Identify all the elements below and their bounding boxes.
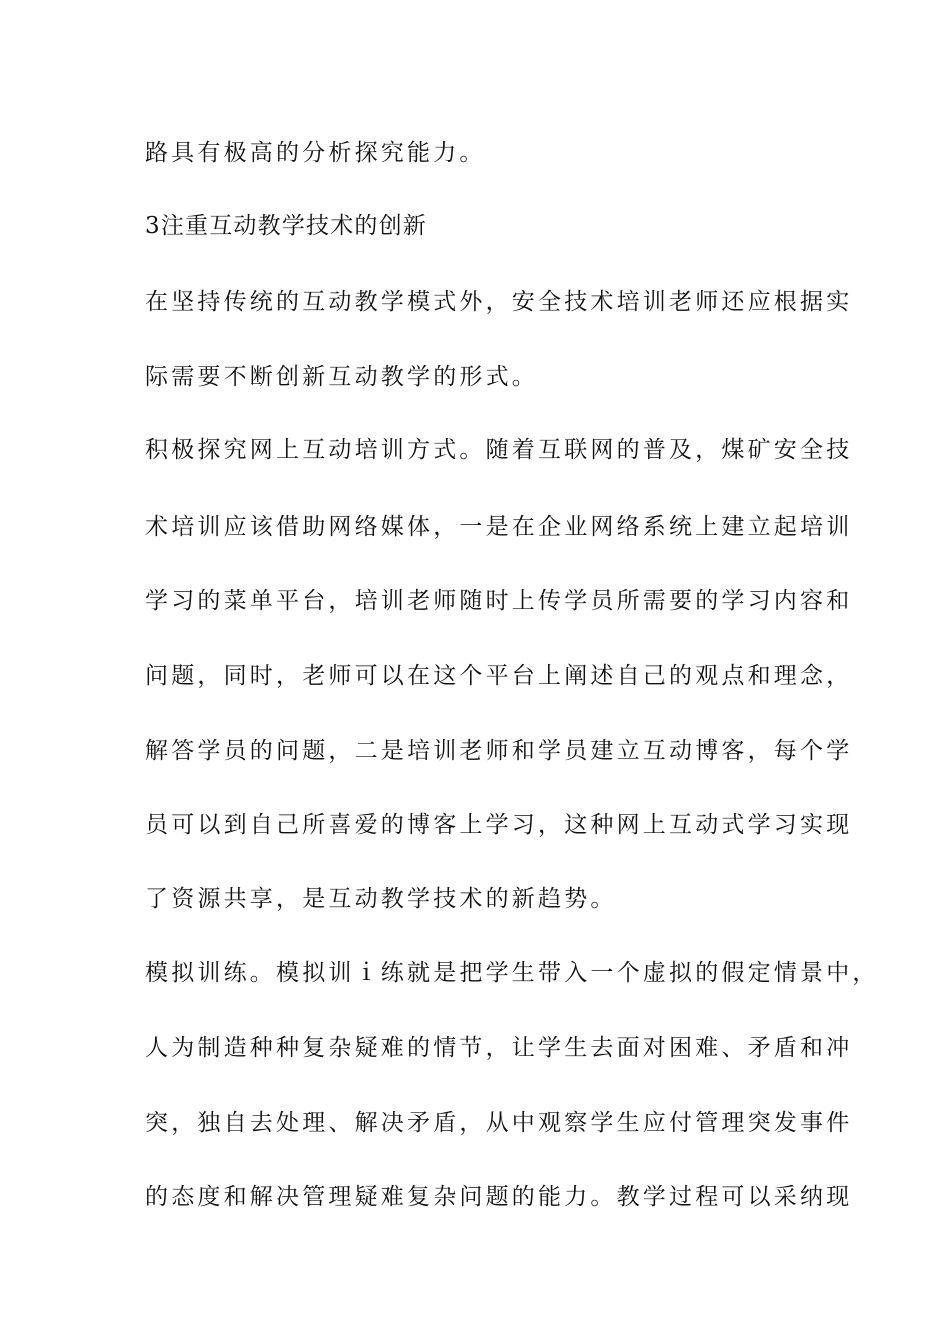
body-text-line: 人为制造种种复杂疑难的情节，让学生去面对困难、矛盾和冲 [145, 1035, 853, 1061]
body-text-line: 解答学员的问题，二是培训老师和学员建立互动博客，每个学 [145, 738, 853, 764]
body-text-line: 积极探究网上互动培训方式。随着互联网的普及，煤矿安全技 [145, 437, 853, 463]
body-text-line: 突，独自去处理、解决矛盾，从中观察学生应付管理突发事件 [145, 1110, 853, 1136]
body-text-line: 的态度和解决管理疑难复杂问题的能力。教学过程可以采纳现 [145, 1184, 853, 1210]
body-text-line: 学习的菜单平台，培训老师随时上传学员所需要的学习内容和 [145, 588, 853, 614]
body-text-line: 在坚持传统的互动教学模式外，安全技术培训老师还应根据实 [145, 289, 853, 315]
body-text-line: 问题，同时，老师可以在这个平台上阐述自己的观点和理念， [145, 663, 853, 689]
body-text-line: 员可以到自己所喜爱的博客上学习，这种网上互动式学习实现 [145, 812, 853, 838]
body-text-line: 路具有极高的分析探究能力。 [145, 140, 486, 166]
section-heading: 3注重互动教学技术的创新 [145, 213, 428, 239]
body-text-line: 模拟训练。模拟训ｉ练就是把学生带入一个虚拟的假定情景中， [145, 960, 879, 986]
body-text-line: 术培训应该借助网络媒体，一是在企业网络系统上建立起培训 [145, 514, 853, 540]
body-text-line: 际需要不断创新互动教学的形式。 [145, 364, 538, 390]
body-text-line: 了资源共享，是互动教学技术的新趋势。 [145, 886, 617, 912]
